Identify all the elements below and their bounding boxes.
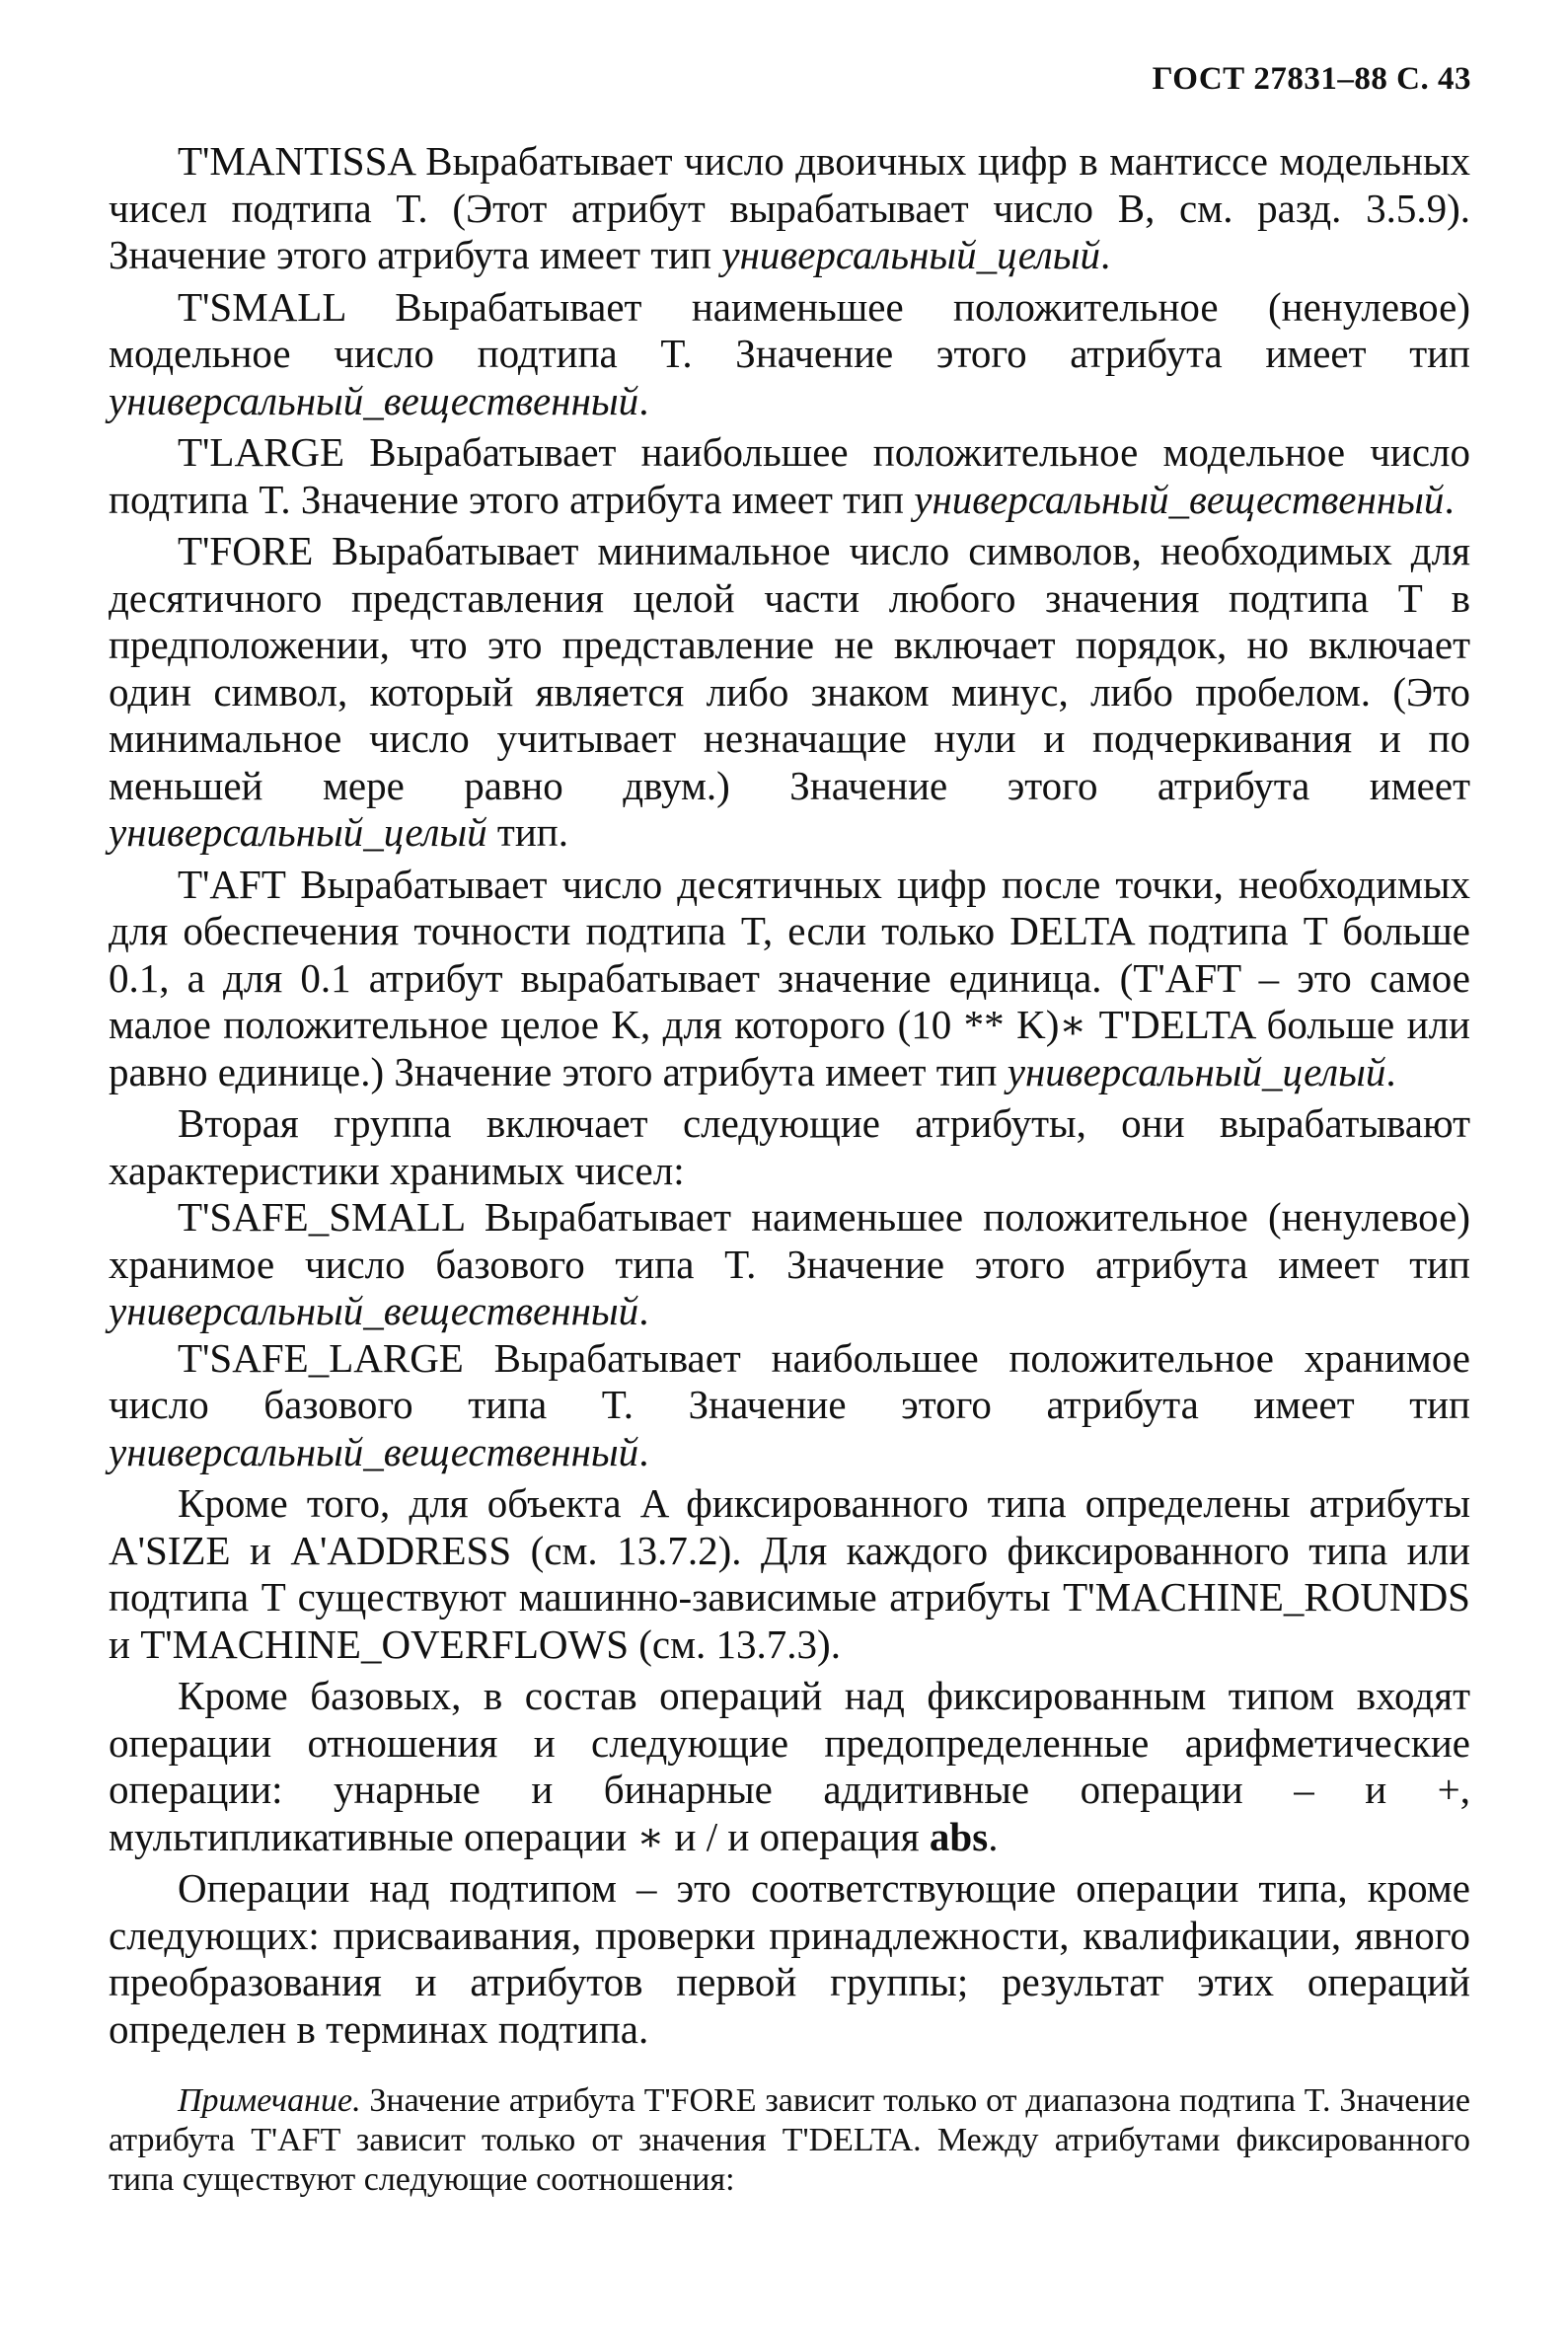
paragraph-group2-intro: Вторая группа включает следующие атрибуты, они вырабатывают характеристики хранимых чисел: [109, 1100, 1470, 1193]
body-text [109, 138, 1470, 2058]
attr-term: T'SMALL [178, 283, 345, 330]
operations-text: Кроме базовых, в состав операций над фиксированным типом входят операции отношения и следующие предопределенные арифметические операции: унарные и бинарные аддитивные операции – и +, мультипликативные операции ∗ и / и операция [109, 1673, 1470, 1859]
attr-term: T'MANTISSA [178, 138, 414, 184]
punct: . [1385, 1048, 1396, 1094]
paragraph-fixed-attrs: Кроме того, для объекта A фиксированного типа определены атрибуты A'SIZE и A'ADDRESS (см. 13.7.2). Для каждого фиксированного типа или подтипа T существуют машинно-зависимые атрибуты T'MACHINE_ROUNDS и T'MACHINE_OVERFLOWS (см. 13.7.3). [109, 1480, 1470, 1667]
attr-desc: Вырабатывает наименьшее положительное (ненулевое) модельное число подтипа T. Значение этого атрибута имеет тип [109, 283, 1470, 376]
paragraph-large [109, 429, 1470, 523]
attr-type: универсальный_целый [109, 809, 487, 855]
attr-type: универсальный_вещественный [109, 1428, 639, 1474]
attr-desc: Вырабатывает число десятичных цифр после точки, необходимых для обеспечения точности подтипа T, если только DELTA подтипа T больше 0.1, а для 0.1 атрибут вырабатывает значение единица. (T'AFT – это самое малое положительное целое K, для которого (10 ** K)∗ T'DELTA больше или равно единице.) Значение этого атрибута имеет тип [109, 861, 1470, 1094]
attr-type: универсальный_целый [721, 232, 1101, 277]
attr-desc: Вырабатывает наименьшее положительное (ненулевое) хранимое число базового типа T. Значение этого атрибута имеет тип [109, 1194, 1470, 1287]
paragraph-subtype: Операции над подтипом – это соответствующие операции типа, кроме следующих: присваивания, проверки принадлежности, квалификации, явного преобразования и атрибутов первой группы; результат этих операций определен в терминах подтипа. [109, 1865, 1470, 2052]
attr-type: универсальный_вещественный [109, 377, 639, 423]
punct: . [988, 1813, 999, 1859]
abs-keyword: abs [929, 1813, 989, 1859]
note-label: Примечание. [178, 2082, 361, 2119]
punct: . [1100, 232, 1111, 277]
paragraph-mantissa [109, 138, 1470, 279]
attr-desc: Вырабатывает наибольшее положительное модельное число подтипа T. Значение этого атрибута имеет тип [109, 429, 1470, 522]
paragraph-small [109, 284, 1470, 425]
note-text: Значение атрибута T'FORE зависит только от диапазона подтипа T. Значение атрибута T'AFT зависит только от значения T'DELTA. Между атрибутами фиксированного типа существуют следующие соотношения: [109, 2082, 1470, 2198]
punct: . [638, 377, 649, 423]
punct: . [638, 1428, 649, 1474]
attr-term: T'SAFE_SMALL [178, 1194, 465, 1240]
attr-term: T'LARGE [178, 429, 345, 475]
paragraph-safe-small [109, 1194, 1470, 1335]
attr-desc: Вырабатывает минимальное число символов, необходимых для десятичного представления целой части любого значения подтипа T в предположении, что это представление не включает порядок, но включает один символ, который является либо знаком минус, либо пробелом. (Это минимальное число учитывает незначащие нули и подчеркивания и по меньшей мере равно двум.) Значение этого атрибута имеет [109, 528, 1470, 808]
attr-desc: Вырабатывает число двоичных цифр в мантиссе модельных чисел подтипа T. (Этот атрибут вырабатывает число B, см. разд. 3.5.9). Значение этого атрибута имеет тип [109, 138, 1470, 277]
paragraph-safe-large [109, 1335, 1470, 1476]
note [109, 2081, 1470, 2200]
attr-type: универсальный_вещественный [914, 476, 1445, 522]
attr-type: универсальный_целый [1007, 1048, 1386, 1094]
attr-type: универсальный_вещественный [109, 1288, 639, 1333]
attr-term: T'FORE [178, 528, 314, 573]
attr-desc: Вырабатывает наибольшее положительное хранимое число базового типа T. Значение этого атрибута имеет тип [109, 1334, 1470, 1427]
punct: . [1444, 476, 1455, 522]
attr-term: T'AFT [178, 861, 286, 907]
punct: . [638, 1288, 649, 1333]
attr-term: T'SAFE_LARGE [178, 1334, 464, 1381]
punct: тип. [486, 809, 568, 855]
paragraph-fore [109, 528, 1470, 857]
page-header: ГОСТ 27831–88 С. 43 [1152, 61, 1471, 97]
paragraph-aft [109, 862, 1470, 1096]
paragraph-operations [109, 1673, 1470, 1860]
